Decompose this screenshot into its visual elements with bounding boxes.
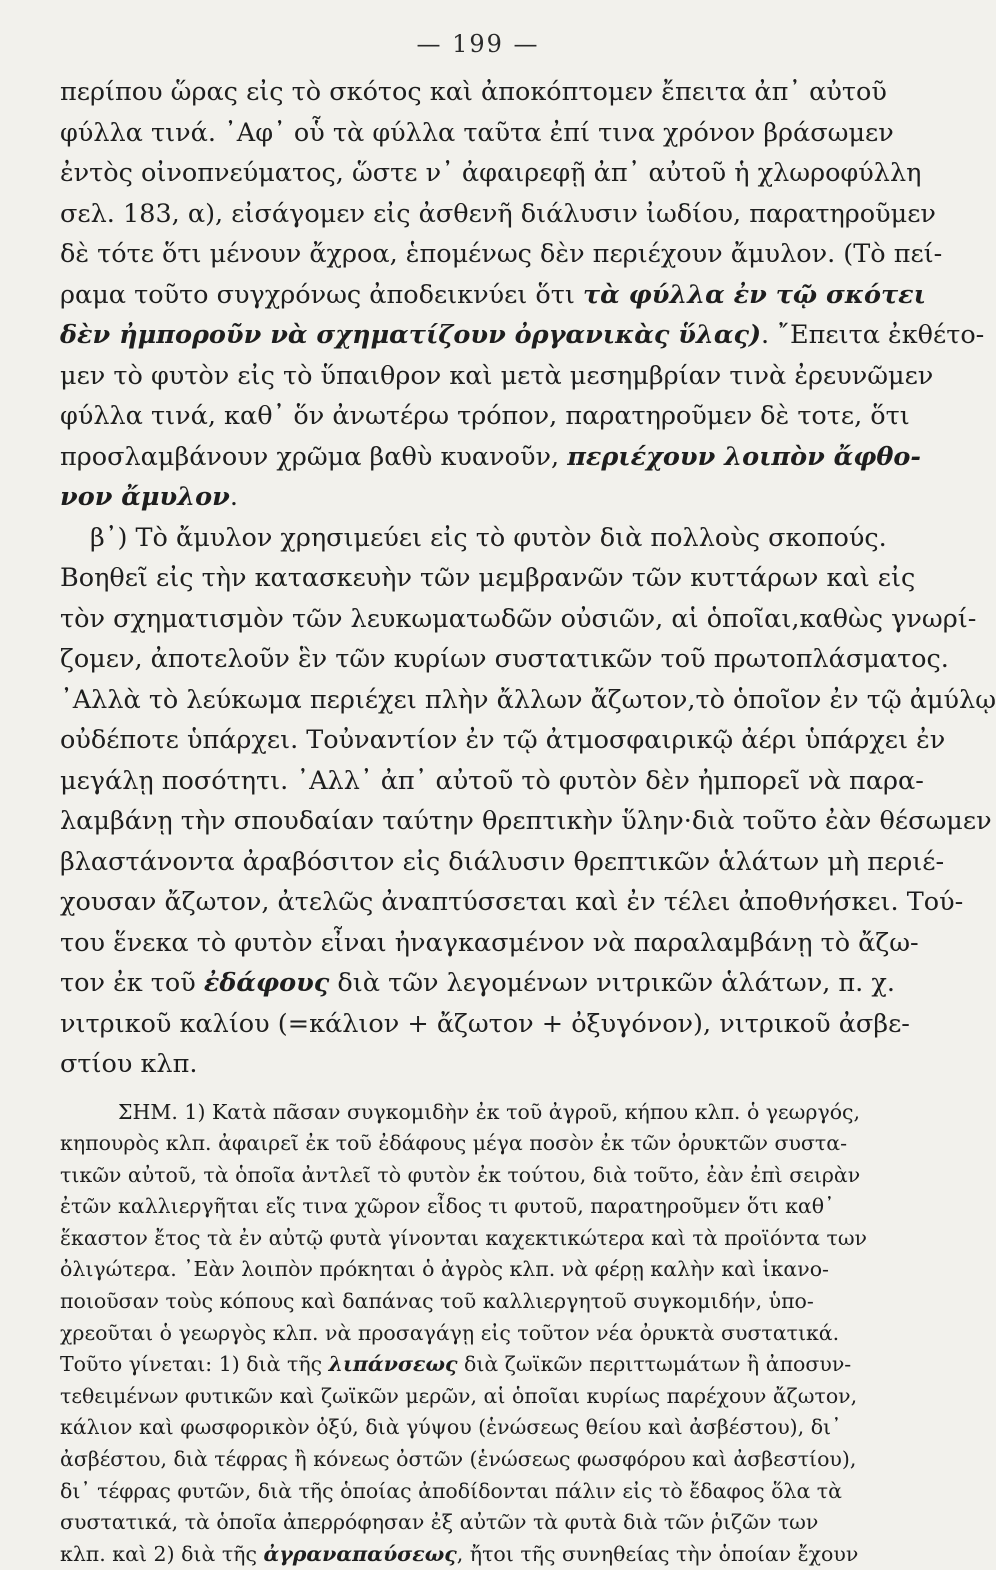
note-line: δι᾿ τέφρας φυτῶν, διὰ τῆς ὁποίας ἀποδίδονται πάλιν εἰς τὸ ἔδαφος ὅλα τὰ bbox=[60, 1476, 876, 1508]
page-number: — 199 — bbox=[60, 30, 876, 58]
footnote bbox=[60, 1097, 876, 1570]
text-line: στίου κλπ. bbox=[60, 1044, 876, 1085]
emphasis-text: τὰ φύλλα ἐν τῷ σκότει bbox=[583, 280, 926, 310]
text-line: του ἕνεκα τὸ φυτὸν εἶναι ἠναγκασμένον νὰ παραλαμβάνῃ τὸ ἄζω- bbox=[60, 923, 876, 964]
text-line: νιτρικοῦ καλίου (=κάλιον + ἄζωτον + ὀξυγόνον), νιτρικοῦ ἀσβε- bbox=[60, 1004, 876, 1045]
note-line: ποιοῦσαν τοὺς κόπους καὶ δαπάνας τοῦ καλλιεργητοῦ συγκομιδήν, ὑπο- bbox=[60, 1286, 876, 1318]
note-line: χρεοῦται ὁ γεωργὸς κλπ. νὰ προσαγάγῃ εἰς τοῦτον νέα ὀρυκτὰ συστατικά. bbox=[60, 1318, 876, 1350]
note-line: ἕκαστον ἔτος τὰ ἐν αὐτῷ φυτὰ γίνονται καχεκτικώτερα καὶ τὰ προϊόντα των bbox=[60, 1223, 876, 1255]
note-line: Τοῦτο γίνεται: 1) διὰ τῆς λιπάνσεως διὰ ζωϊκῶν περιττωμάτων ἢ ἀποσυν- bbox=[60, 1349, 876, 1381]
text-line: φύλλα τινά, καθ᾿ ὅν ἀνωτέρω τρόπον, παρατηροῦμεν δὲ τοτε, ὅτι bbox=[60, 396, 876, 437]
text-line: ἐντὸς οἰνοπνεύματος, ὥστε ν᾿ ἀφαιρεφῇ ἀπ᾿ αὐτοῦ ἡ χλωροφύλλη bbox=[60, 153, 876, 194]
text-line: ζομεν, ἀποτελοῦν ἓν τῶν κυρίων συστατικῶν τοῦ πρωτοπλάσματος. bbox=[60, 639, 876, 680]
emphasis-text: ἀγραναπαύσεως bbox=[263, 1542, 456, 1566]
text-line: τὸν σχηματισμὸν τῶν λευκωματωδῶν οὐσιῶν, αἱ ὁποῖαι,καθὼς γνωρί- bbox=[60, 599, 876, 640]
note-line: κλπ. καὶ 2) διὰ τῆς ἀγραναπαύσεως, ἤτοι τῆς συνηθείας τὴν ὁποίαν ἔχουν bbox=[60, 1539, 876, 1570]
text-line: μεγάλῃ ποσότητι. ᾿Αλλ᾿ ἀπ᾿ αὐτοῦ τὸ φυτὸν δὲν ἠμπορεῖ νὰ παρα- bbox=[60, 761, 876, 802]
text-line: χουσαν ἄζωτον, ἀτελῶς ἀναπτύσσεται καὶ ἐν τέλει ἀποθνήσκει. Τού- bbox=[60, 882, 876, 923]
note-line: κάλιον καὶ φωσφορικὸν ὀξύ, διὰ γύψου (ἑνώσεως θείου καὶ ἀσβέστου), δι᾿ bbox=[60, 1412, 876, 1444]
text-line: δὲν ἠμποροῦν νὰ σχηματίζουν ὀργανικὰς ὕλας). ῎Επειτα ἐκθέτο- bbox=[60, 315, 876, 356]
text-line: τον ἐκ τοῦ ἐδάφους διὰ τῶν λεγομένων νιτρικῶν ἁλάτων, π. χ. bbox=[60, 963, 876, 1004]
text-line: σελ. 183, α), εἰσάγομεν εἰς ἀσθενῆ διάλυσιν ἰωδίου, παρατηροῦμεν bbox=[60, 194, 876, 235]
emphasis-text: λιπάνσεως bbox=[329, 1352, 458, 1376]
emphasis-text: ἐδάφους bbox=[204, 968, 329, 998]
text-line: νον ἄμυλον. bbox=[60, 477, 876, 518]
text-line: οὐδέποτε ὑπάρχει. Τοὐναντίον ἐν τῷ ἀτμοσφαιρικῷ ἀέρι ὑπάρχει ἐν bbox=[60, 720, 876, 761]
note-line: κηπουρὸς κλπ. ἀφαιρεῖ ἐκ τοῦ ἐδάφους μέγα ποσὸν ἐκ τῶν ὀρυκτῶν συστα- bbox=[60, 1128, 876, 1160]
note-line: ὀλιγώτερα. ᾿Εὰν λοιπὸν πρόκηται ὁ ἀγρὸς κλπ. νὰ φέρῃ καλὴν καὶ ἱκανο- bbox=[60, 1254, 876, 1286]
main-text bbox=[60, 72, 876, 1085]
text-line: λαμβάνῃ τὴν σπουδαίαν ταύτην θρεπτικὴν ὕλην·διὰ τοῦτο ἐὰν θέσωμεν bbox=[60, 801, 876, 842]
emphasis-text: περιέχουν λοιπὸν ἄφθο- bbox=[567, 442, 921, 472]
text-line: περίπου ὥρας εἰς τὸ σκότος καὶ ἀποκόπτομεν ἔπειτα ἀπ᾿ αὐτοῦ bbox=[60, 72, 876, 113]
emphasis-text: δὲν ἠμποροῦν νὰ σχηματίζουν ὀργανικὰς ὕλας) bbox=[60, 320, 761, 350]
text-line: δὲ τότε ὅτι μένουν ἄχροα, ἑπομένως δὲν περιέχουν ἄμυλον. (Τὸ πεί- bbox=[60, 234, 876, 275]
note-line: ἀσβέστου, διὰ τέφρας ἢ κόνεως ὀστῶν (ἑνώσεως φωσφόρου καὶ ἀσβεστίου), bbox=[60, 1444, 876, 1476]
note-line: ΣΗΜ. 1) Κατὰ πᾶσαν συγκομιδὴν ἐκ τοῦ ἀγροῦ, κήπου κλπ. ὁ γεωργός, bbox=[60, 1097, 876, 1129]
text-line: β᾿) Τὸ ἄμυλον χρησιμεύει εἰς τὸ φυτὸν διὰ πολλοὺς σκοπούς. bbox=[60, 518, 876, 559]
note-line: τικῶν αὐτοῦ, τὰ ὁποῖα ἀντλεῖ τὸ φυτὸν ἐκ τούτου, διὰ τοῦτο, ἐὰν ἐπὶ σειρὰν bbox=[60, 1160, 876, 1192]
emphasis-text: νον ἄμυλον bbox=[60, 482, 230, 512]
text-line: βλαστάνοντα ἀραβόσιτον εἰς διάλυσιν θρεπτικῶν ἁλάτων μὴ περιέ- bbox=[60, 842, 876, 883]
note-line: ἐτῶν καλλιεργῆται εἴς τινα χῶρον εἶδος τι φυτοῦ, παρατηροῦμεν ὅτι καθ᾿ bbox=[60, 1191, 876, 1223]
note-line: τεθειμένων φυτικῶν καὶ ζωϊκῶν μερῶν, αἱ ὁποῖαι κυρίως παρέχουν ἄζωτον, bbox=[60, 1381, 876, 1413]
note-line: συστατικά, τὰ ὁποῖα ἀπερρόφησαν ἐξ αὐτῶν τὰ φυτὰ διὰ τῶν ῥιζῶν των bbox=[60, 1507, 876, 1539]
text-line: φύλλα τινά. ᾿Αφ᾿ οὗ τὰ φύλλα ταῦτα ἐπί τινα χρόνον βράσωμεν bbox=[60, 113, 876, 154]
text-line: μεν τὸ φυτὸν εἰς τὸ ὕπαιθρον καὶ μετὰ μεσημβρίαν τινὰ ἐρευνῶμεν bbox=[60, 356, 876, 397]
text-line: προσλαμβάνουν χρῶμα βαθὺ κυανοῦν, περιέχουν λοιπὸν ἄφθο- bbox=[60, 437, 876, 478]
text-line: ᾿Αλλὰ τὸ λεύκωμα περιέχει πλὴν ἄλλων ἄζωτον,τὸ ὁποῖον ἐν τῷ ἀμύλῳ bbox=[60, 680, 876, 721]
text-line: ραμα τοῦτο συγχρόνως ἀποδεικνύει ὅτι τὰ φύλλα ἐν τῷ σκότει bbox=[60, 275, 876, 316]
text-line: Βοηθεῖ εἰς τὴν κατασκευὴν τῶν μεμβρανῶν τῶν κυττάρων καὶ εἰς bbox=[60, 558, 876, 599]
